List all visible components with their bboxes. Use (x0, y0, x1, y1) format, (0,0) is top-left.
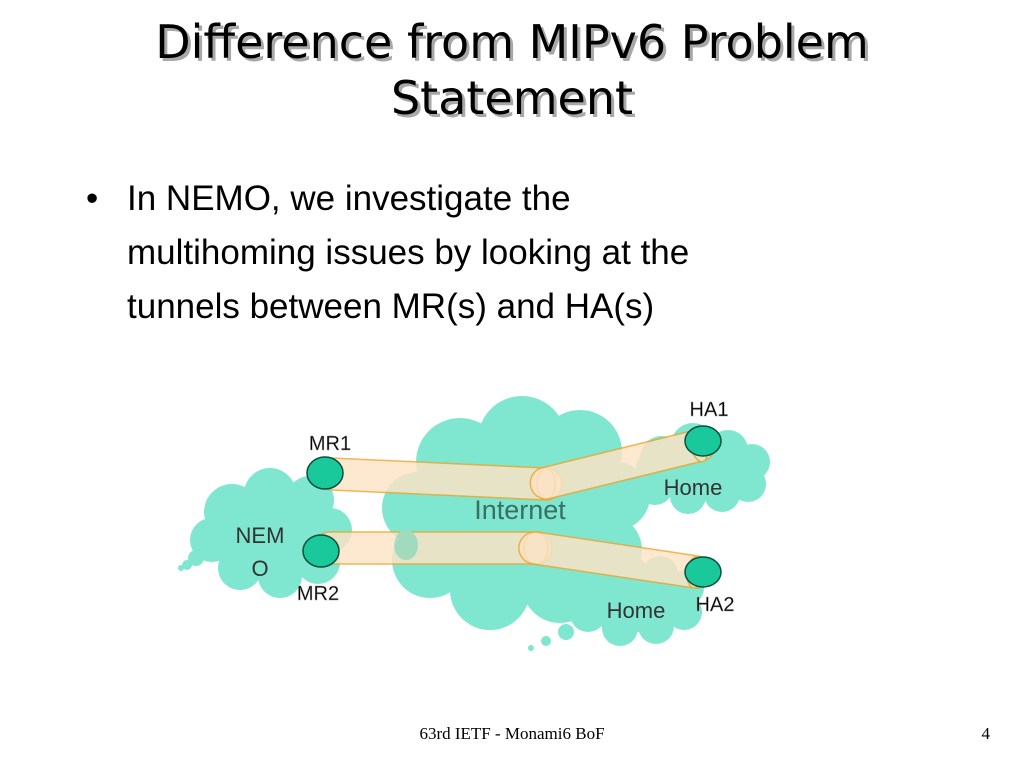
page-number: 4 (981, 724, 990, 743)
home-top-label: Home (663, 475, 723, 500)
home-cloud-bottom-bubbles (528, 624, 574, 651)
slide-title-line-1: Difference from MIPv6 Problem (155, 15, 869, 69)
ha1-label: HA1 (689, 399, 729, 421)
nemo-label-line-1: NEM (235, 523, 285, 548)
mr1-label: MR1 (308, 433, 352, 455)
slide-title-line-2: Statement (390, 71, 634, 125)
ha2-node (685, 557, 721, 587)
ha2-label: HA2 (695, 594, 735, 616)
nemo-cloud-bubbles (178, 550, 204, 571)
bullet-line-2: multihoming issues by looking at the (127, 233, 690, 272)
tunnel-mr2-to-internet (314, 530, 552, 564)
bullet-dot-icon: • (86, 179, 99, 218)
bullet-line-3: tunnels between MR(s) and HA(s) (127, 287, 655, 326)
slide-footer: 63rd IETF - Monami6 BoF (419, 724, 605, 743)
internet-label: Internet (474, 495, 566, 525)
nemo-label-line-2: O (251, 556, 269, 581)
home-bottom-label: Home (606, 598, 666, 623)
mr1-node (307, 457, 343, 489)
mr2-label: MR2 (296, 583, 340, 605)
mr2-node (303, 535, 339, 567)
bullet-line-1: In NEMO, we investigate the (127, 179, 571, 218)
ha1-node (685, 426, 721, 456)
